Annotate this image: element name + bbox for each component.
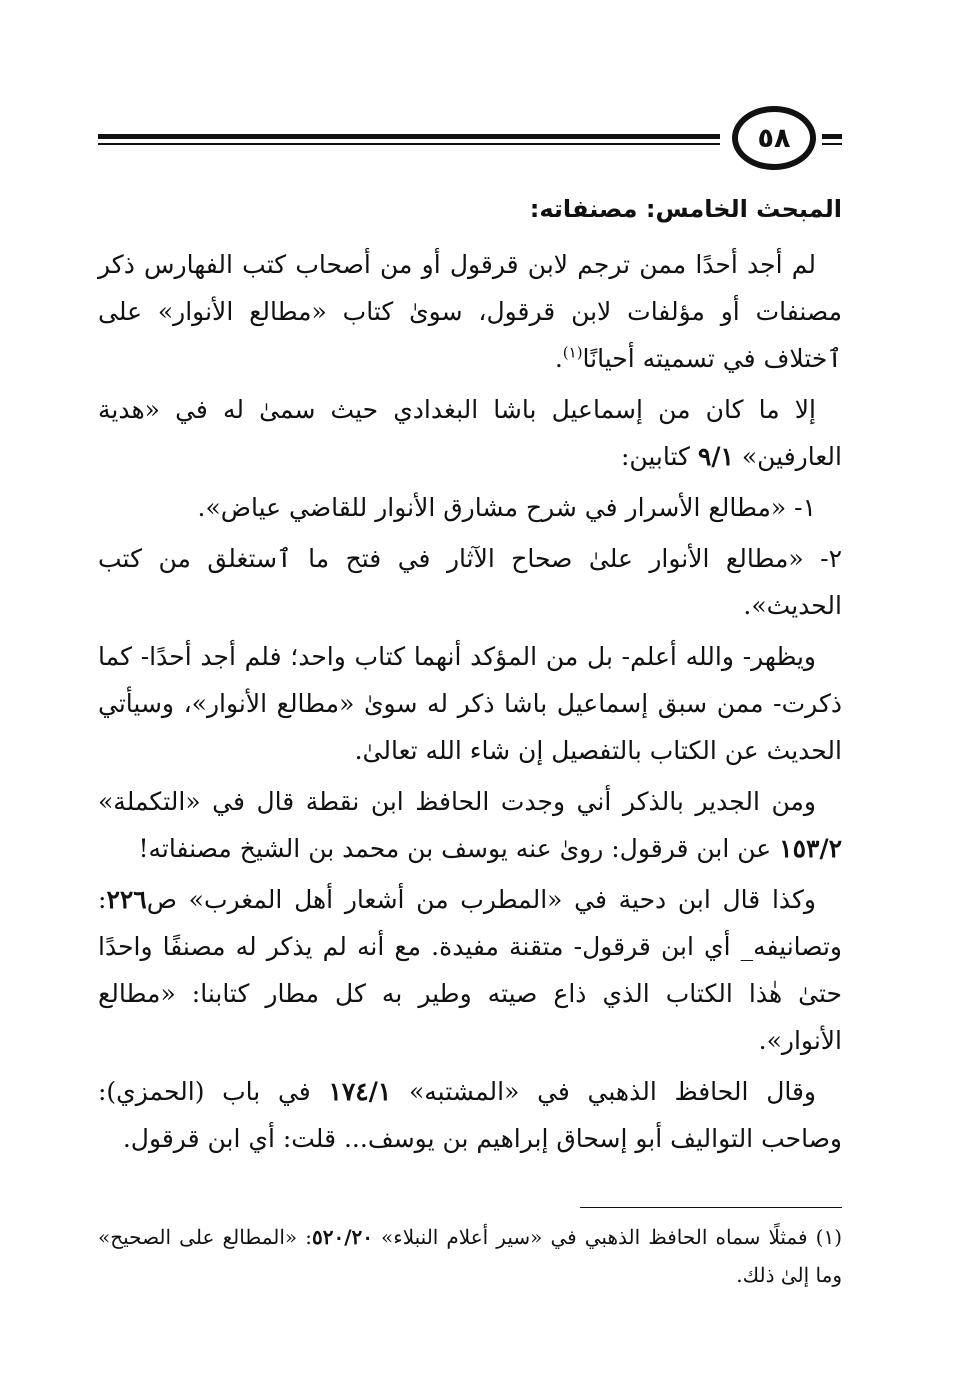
paragraph-2 (98, 386, 842, 480)
paragraph-2-text: إلا ما كان من إسماعيل باشا البغدادي حيث سمىٰ له في «هدية العارفين» (98, 395, 842, 471)
footnote-1-marker: (١) (815, 1225, 843, 1249)
page-number: ٥٨ (732, 106, 816, 170)
paragraph-2-ref: ٩/١ (697, 442, 734, 471)
page-header (98, 104, 842, 176)
section-title: المبحث الخامس: مصنفاته: (529, 195, 842, 223)
paragraph-6-text: ومن الجدير بالذكر أني وجدت الحافظ ابن نقطة قال في «التكملة» (98, 787, 816, 816)
paragraph-1-text: لم أجد أحدًا ممن ترجم لابن قرقول أو من أصحاب كتب الفهارس ذكر مصنفات أو مؤلفات لابن قرقول، سوىٰ كتاب «مطالع الأنوار» على ٱختلاف في تسميته أحيانًا (98, 250, 842, 373)
footnote-ref-1: (١) (562, 343, 583, 362)
footnote-1 (98, 1218, 842, 1294)
paragraph-5: ويظهر- والله أعلم- بل من المؤكد أنهما كتاب واحد؛ فلم أجد أحدًا- كما ذكرت- ممن سبق إسماعيل باشا ذكر له سوىٰ «مطالع الأنوار»، وسيأتي الحديث عن الكتاب بالتفصيل إن شاء الله تعالىٰ. (98, 642, 842, 765)
header-rule-right (822, 134, 842, 139)
footnote-1-text-a: فمثلًا سماه الحافظ الذهبي في «سير أعلام النبلاء» (372, 1225, 816, 1249)
header-rule-thin (98, 143, 720, 145)
paragraph-7-end: : وتصانيفه_ أي ابن قرقول- متقنة مفيدة. مع أنه لم يذكر له مصنفًا واحدًا حتىٰ هٰذا الكتاب الذي ذاع صيته وطير به كل مطار كتابنا: «مطالع الأنوار». (98, 885, 842, 1055)
footnote-separator (580, 1207, 842, 1208)
paragraph-6-ref: ١٥٣/٢ (779, 834, 842, 863)
list-item-2: ٢- «مطالع الأنوار علىٰ صحاح الآثار في فتح ما ٱستغلق من كتب الحديث». (98, 544, 842, 620)
paragraph-7 (98, 876, 842, 1064)
paragraph-8-ref: ١٧٤/١ (328, 1077, 392, 1106)
header-rule-thick (98, 134, 720, 139)
main-text (98, 186, 842, 1166)
footnotes (98, 1218, 842, 1294)
list-item-1: ١- «مطالع الأسرار في شرح مشارق الأنوار للقاضي عياض». (197, 493, 816, 522)
paragraph-6-end: عن ابن قرقول: روىٰ عنه يوسف بن محمد بن الشيخ مصنفاته! (138, 834, 780, 863)
paragraph-1 (98, 241, 842, 382)
header-rule-right-thin (822, 143, 842, 145)
paragraph-2-end: كتابين: (620, 442, 698, 471)
paragraph-8-text: وقال الحافظ الذهبي في «المشتبه» (391, 1077, 816, 1106)
paragraph-7-ref: ٢٢٦ (106, 885, 147, 914)
footnote-1-text-b: : «المطالع على الصحيح» وما إلىٰ ذلك. (98, 1225, 842, 1287)
paragraph-1-end: . (554, 344, 563, 373)
paragraph-7-text: وكذا قال ابن دحية في «المطرب من أشعار أهل المغرب» ص (146, 885, 816, 914)
paragraph-6 (98, 778, 842, 872)
footnote-1-ref: ٥٢٠/٢٠ (311, 1225, 373, 1249)
paragraph-8 (98, 1068, 842, 1162)
paragraph-8-end: في باب (الحمزي): وصاحب التواليف أبو إسحاق إبراهيم بن يوسف... قلت: أي ابن قرقول. (98, 1077, 842, 1153)
